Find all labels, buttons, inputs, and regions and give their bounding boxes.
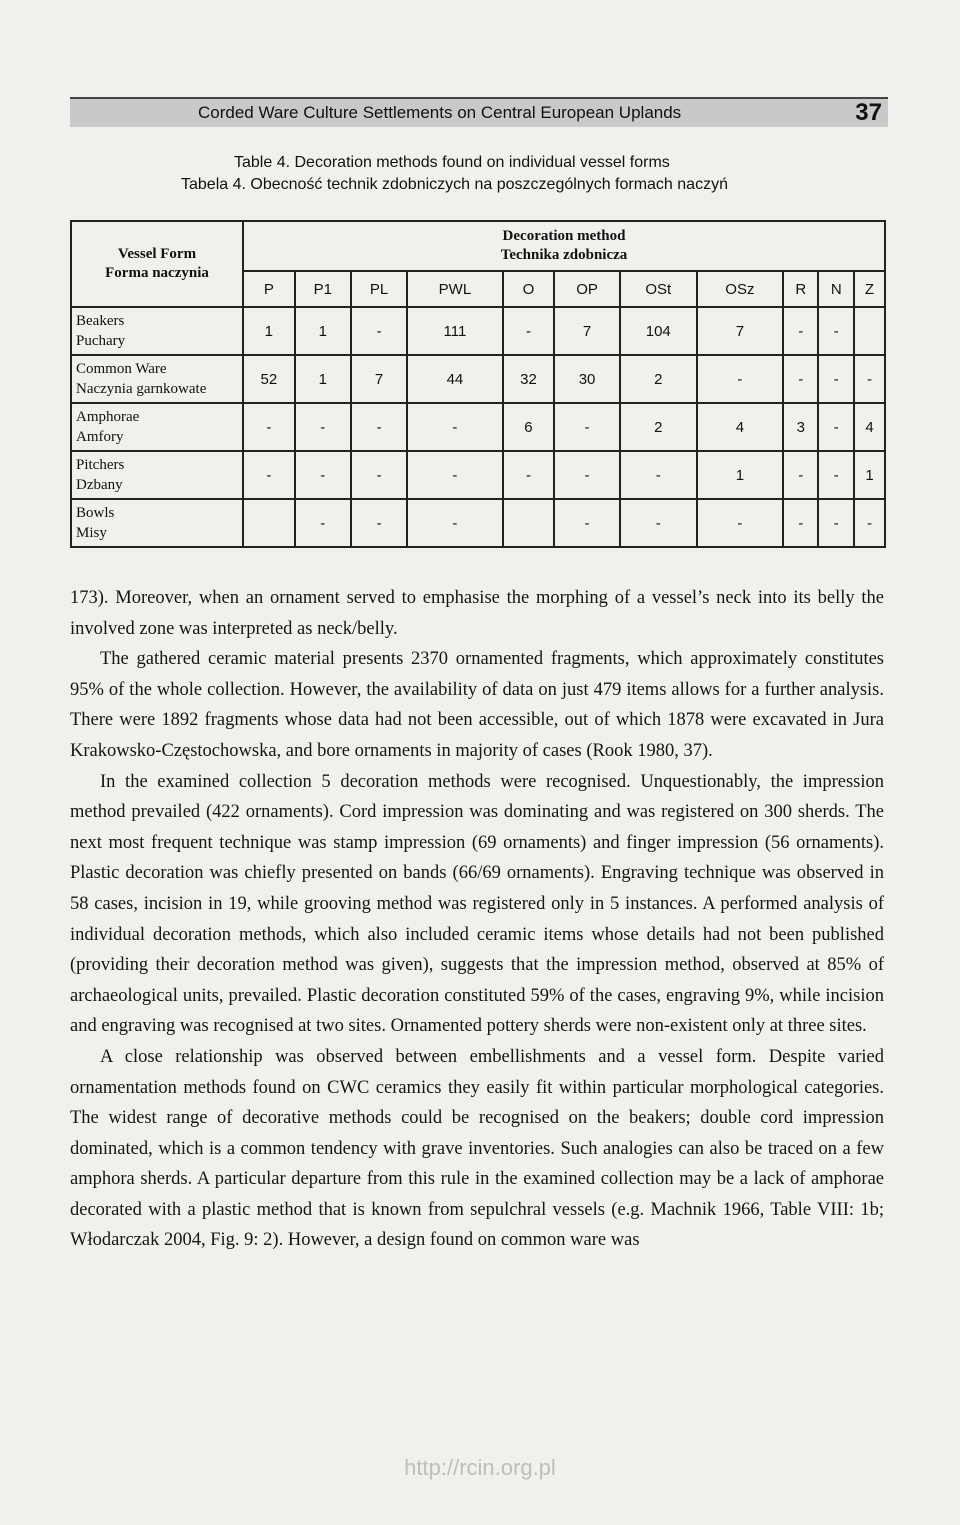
table-cell: -	[854, 499, 885, 547]
table-cell: 3	[783, 403, 819, 451]
table-cell: 2	[620, 355, 697, 403]
row-label: Common Ware Naczynia garnkowate	[71, 355, 243, 403]
table-cell: 1	[697, 451, 783, 499]
table-caption-pl: Tabela 4. Obecność technik zdobniczych na poszczególnych formach naczyń	[181, 176, 728, 193]
table-cell: -	[818, 451, 854, 499]
table-cell: 2	[620, 403, 697, 451]
body-text	[70, 583, 884, 1256]
table-cell: -	[783, 307, 819, 355]
method-code: Z	[854, 271, 885, 307]
table-cell: -	[407, 499, 502, 547]
table-cell: 4	[854, 403, 885, 451]
method-code: N	[818, 271, 854, 307]
page-number: 37	[855, 99, 882, 126]
table-cell	[243, 499, 295, 547]
table-cell: -	[243, 403, 295, 451]
table-cell: -	[554, 451, 619, 499]
method-code: OP	[554, 271, 619, 307]
vessel-form-header: Vessel Form Forma naczynia	[71, 221, 243, 307]
method-code: OSt	[620, 271, 697, 307]
table-cell: -	[818, 355, 854, 403]
table-cell: 30	[554, 355, 619, 403]
decoration-method-header: Decoration method Technika zdobnicza	[243, 221, 885, 271]
table-cell: 1	[295, 307, 351, 355]
table-cell: 7	[697, 307, 783, 355]
paragraph: In the examined collection 5 decoration methods were recognised. Unquestionably, the impression method prevailed (422 ornaments). Cord impression was dominating and was registered on 300 sherds. The next most frequent technique was stamp impression (69 ornaments) and finger impression (56 ornaments). Plastic decoration was chiefly presented on bands (66/69 ornaments). Engraving technique was observed in 58 cases, incision in 19, while grooving method was registered only in 5 instances. A performed analysis of individual decoration methods, which also included ceramic items whose details had not been published (providing their decoration method was given), suggests that the impression method, observed at 85% of archaeological units, prevailed. Plastic decoration constituted 59% of the cases, engraving 9%, while incision and engraving was recognised at two sites. Ornamented pottery sherds were non-existent only at three sites.	[70, 771, 884, 1037]
table-cell: -	[620, 451, 697, 499]
table-cell	[854, 307, 885, 355]
table-cell: 111	[407, 307, 502, 355]
table-cell: -	[697, 355, 783, 403]
method-code: PWL	[407, 271, 502, 307]
table-cell: -	[351, 307, 407, 355]
table-cell: 44	[407, 355, 502, 403]
table-row	[71, 355, 885, 403]
table-cell: -	[783, 451, 819, 499]
table-cell: 6	[503, 403, 555, 451]
table-cell	[503, 499, 555, 547]
running-title: Corded Ware Culture Settlements on Central European Uplands	[198, 103, 682, 122]
table-cell: -	[697, 499, 783, 547]
table-cell: -	[554, 499, 619, 547]
table-cell: -	[351, 403, 407, 451]
table-cell: 32	[503, 355, 555, 403]
table-cell: -	[503, 451, 555, 499]
table-cell: -	[854, 355, 885, 403]
table-cell: -	[351, 499, 407, 547]
table-cell: -	[295, 403, 351, 451]
table-cell: -	[407, 403, 502, 451]
table-cell: 1	[854, 451, 885, 499]
paragraph: A close relationship was observed between embellishments and a vessel form. Despite varied ornamentation methods found on CWC ceramics they easily fit within particular morphological categories. The widest range of decorative methods could be recognised on the beakers; double cord impression dominated, which is a common tendency with grave inventories. Such analogies can also be traced on a few amphora sherds. A particular departure from this rule in the examined collection may be a lack of amphorae decorated with a plastic method that is known from sepulchral vessels (e.g. Machnik 1966, Table VIII: 1b; Włodarczak 2004, Fig. 9: 2). However, a design found on common ware was	[70, 1046, 884, 1251]
table-cell: 7	[351, 355, 407, 403]
method-code: P	[243, 271, 295, 307]
row-label: Bowls Misy	[71, 499, 243, 547]
method-code: R	[783, 271, 819, 307]
table-cell: -	[295, 451, 351, 499]
table-row	[71, 307, 885, 355]
table-row	[71, 451, 885, 499]
table-cell: -	[818, 499, 854, 547]
table-cell: 52	[243, 355, 295, 403]
row-label: Pitchers Dzbany	[71, 451, 243, 499]
table-cell: 7	[554, 307, 619, 355]
table-cell: -	[620, 499, 697, 547]
decoration-table	[70, 220, 886, 548]
row-label: Amphorae Amfory	[71, 403, 243, 451]
table-cell: 1	[243, 307, 295, 355]
table-cell: 4	[697, 403, 783, 451]
table-caption-en: Table 4. Decoration methods found on individual vessel forms	[234, 154, 670, 171]
table-cell: -	[554, 403, 619, 451]
table-row	[71, 403, 885, 451]
table-cell: -	[295, 499, 351, 547]
table-cell: -	[351, 451, 407, 499]
table-cell: -	[783, 499, 819, 547]
table-row	[71, 499, 885, 547]
table-cell: -	[407, 451, 502, 499]
table-cell: -	[818, 307, 854, 355]
method-code: O	[503, 271, 555, 307]
table-cell: -	[503, 307, 555, 355]
paragraph: 173). Moreover, when an ornament served to emphasise the morphing of a vessel’s neck into its belly the involved zone was interpreted as neck/belly.	[70, 588, 884, 639]
method-code: P1	[295, 271, 351, 307]
paragraph: The gathered ceramic material presents 2370 ornamented fragments, which approximately constitutes 95% of the whole collection. However, the availability of data on just 479 items allows for a further analysis. There were 1892 fragments whose data had not been accessible, out of which 1878 were excavated in Jura Krakowsko-Częstochowska, and bore ornaments in majority of cases (Rook 1980, 37).	[70, 649, 884, 761]
table-cell: -	[818, 403, 854, 451]
footer-url: http://rcin.org.pl	[404, 1455, 556, 1480]
method-code: OSz	[697, 271, 783, 307]
running-header	[70, 97, 888, 127]
table-cell: -	[243, 451, 295, 499]
row-label: Beakers Puchary	[71, 307, 243, 355]
method-code: PL	[351, 271, 407, 307]
table-cell: -	[783, 355, 819, 403]
table-cell: 104	[620, 307, 697, 355]
table-cell: 1	[295, 355, 351, 403]
